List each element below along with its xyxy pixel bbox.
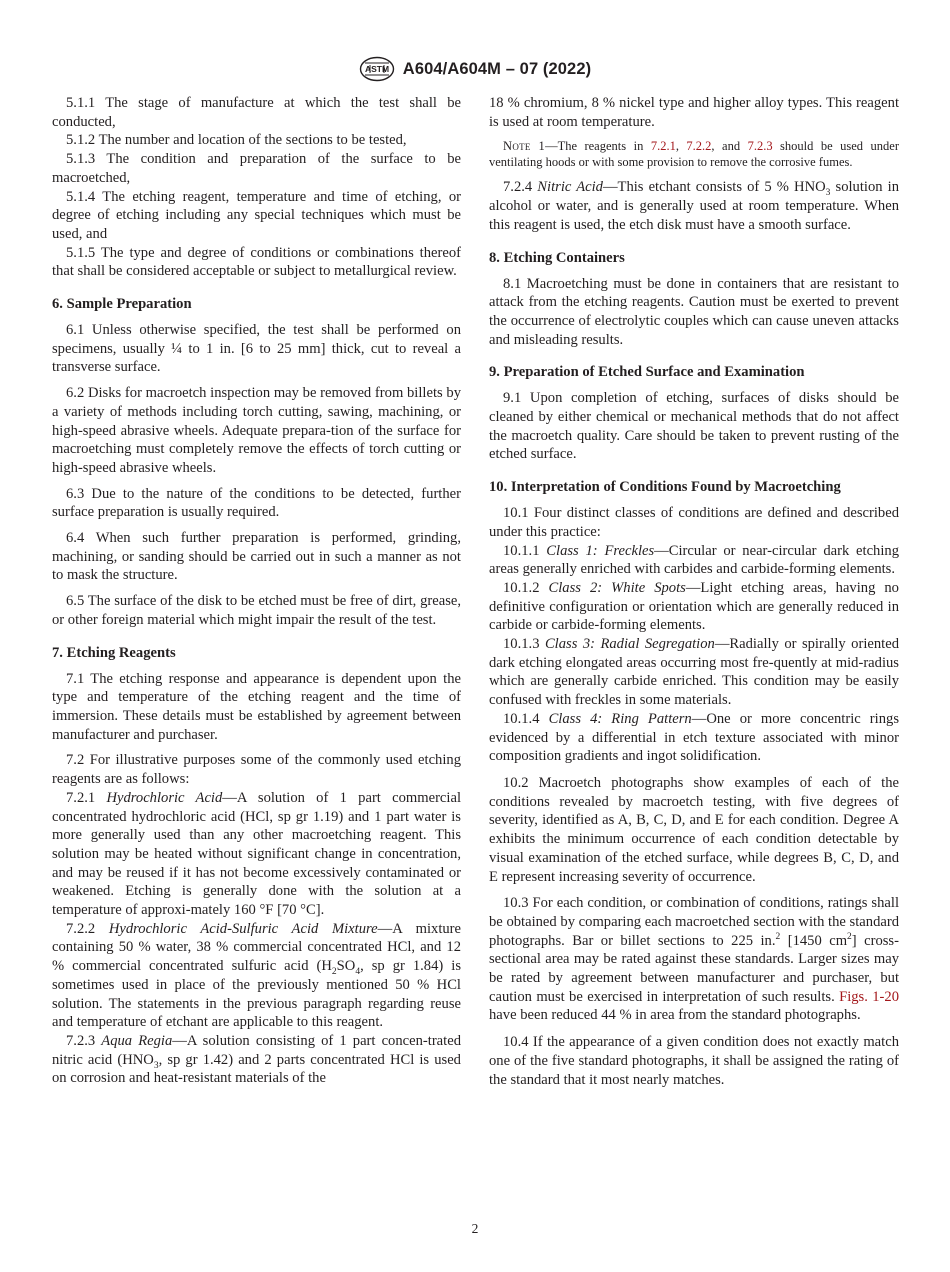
- clause-body: —Light etching areas, having no definitive configuration or orientation which are generally reduced in carbide or carbide-forming elements.: [489, 579, 899, 634]
- note-text: should be used under ventilating hoods or with some provision to remove the corrosive fumes.: [489, 139, 899, 170]
- subscript: 3: [825, 188, 831, 199]
- subscript: 2: [331, 967, 337, 978]
- paragraph-7-2-1: [52, 789, 461, 920]
- clause-number: 10.1.3: [503, 636, 540, 653]
- paragraph-10-1-3: [489, 635, 899, 710]
- section-heading-8: 8. Etching Containers: [489, 249, 625, 266]
- paragraph-6-4: 6.4 When such further preparation is performed, grinding, machining, or sanding should be carried out in such a manner as not to mask the structure.: [52, 530, 461, 584]
- clause-body: solution in alcohol or water, and is generally used at room temperature. When this reagent is used, the etch disk must have a smooth surface.: [489, 179, 900, 233]
- paragraph-7-2: 7.2 For illustrative purposes some of the commonly used etching reagents are as follows:: [52, 752, 461, 788]
- note-text: ,: [675, 139, 687, 154]
- clause-body: —A mixture containing 50 % water, 38 % commercial concentrated HCl, and 12 % commercial concentrated sulfuric acid (H: [52, 920, 462, 975]
- paragraph-7-2-3-continued: 18 % chromium, 8 % nickel type and higher alloy types. This reagent is used at room temperature.: [489, 95, 899, 130]
- paragraph-10-1-4: [489, 710, 899, 766]
- clause-title: Hydrochloric Acid-Sulfuric Acid Mixture: [108, 920, 378, 937]
- paragraph-5-1-3: 5.1.3 The condition and preparation of the surface to be macroetched,: [52, 151, 461, 186]
- clause-body: —One or more concentric rings evidenced by a differential in etch texture associated with minor composition gradients and ingot solidification.: [489, 710, 899, 765]
- clause-title: Hydrochloric Acid: [106, 789, 223, 806]
- paragraph-10-1-2: [489, 579, 899, 635]
- clause-body: —A solution consisting of 1 part concen-trated nitric acid (HNO: [52, 1032, 461, 1068]
- paragraph-7-1: 7.1 The etching response and appearance is dependent upon the type and temperature of the etching reagent and the time of immersion. These details must be established by agreement between manufacturer and purchaser.: [52, 670, 461, 743]
- xref-link-7-2-1[interactable]: 7.2.1: [650, 139, 676, 154]
- paragraph-7-2-2: [52, 920, 461, 1032]
- clause-body: 10.3 For each condition, or combination of conditions, ratings shall be obtained by comparing each macroetched section with the standard photographs. Bar or billet sections to 225 in.: [489, 895, 899, 949]
- paragraph-10-1-1: [489, 542, 899, 579]
- superscript: 2: [847, 931, 852, 942]
- paragraph-5-1-4: 5.1.4 The etching reagent, temperature and time of etching, or degree of etching including any special techniques which must be used, and: [52, 188, 461, 242]
- clause-number: 10.1.4: [503, 710, 540, 727]
- clause-body: have been reduced 44 % in area from the standard photographs.: [489, 1007, 861, 1024]
- paragraph-10-3: [489, 894, 899, 1025]
- note-text: , and: [711, 139, 748, 154]
- subscript: 3: [153, 1060, 159, 1071]
- paragraph-6-2: 6.2 Disks for macroetch inspection may be removed from billets by a variety of methods including torch cutting, sawing, machining, or high-speed abrasive wheels. Adequate prepara-tion of the surface for macroetching must completely remove the effects of torch cutting or high-speed abrasive wheels.: [52, 385, 461, 476]
- astm-logo-icon: [359, 56, 395, 82]
- paragraph-5-1-1: 5.1.1 The stage of manufacture at which the test shall be conducted,: [52, 95, 461, 130]
- clause-title: Class 4: Ring Pattern: [548, 710, 692, 727]
- paragraph-8-1: 8.1 Macroetching must be done in containers that are resistant to attack from the etching reagents. Caution must be exerted to prevent the occurrence of electrolytic couples which can cause uneven attacks and misleading results.: [489, 275, 899, 348]
- clause-body: , sp gr 1.42) and 2 parts concentrated HCl is used on corrosion and heat-resistant materials of the: [52, 1051, 461, 1087]
- clause-title: Class 2: White Spots: [548, 579, 686, 596]
- section-heading-6: 6. Sample Preparation: [52, 296, 192, 313]
- left-column: [52, 94, 461, 1088]
- section-heading-9: 9. Preparation of Etched Surface and Examination: [489, 364, 805, 381]
- paragraph-7-2-3: [52, 1032, 461, 1088]
- subscript: 4: [355, 967, 361, 978]
- clause-body: —This etchant consists of 5 % HNO: [602, 179, 826, 196]
- section-heading-10: 10. Interpretation of Conditions Found by Macroetching: [489, 479, 841, 496]
- clause-body: [1450 cm: [780, 932, 848, 949]
- paragraph-5-1-2: 5.1.2 The number and location of the sections to be tested,: [66, 132, 407, 149]
- clause-number: 7.2.1: [66, 789, 96, 806]
- clause-number: 7.2.4: [503, 179, 533, 196]
- clause-title: Class 1: Freckles: [546, 542, 655, 559]
- page-header: [0, 56, 950, 82]
- note-1: [489, 138, 899, 170]
- clause-title: Aqua Regia: [101, 1032, 173, 1049]
- paragraph-7-2-4: [489, 178, 899, 234]
- clause-body: —Circular or near-circular dark etching areas generally enriched with carbides and carbide-forming elements.: [489, 542, 899, 578]
- clause-body: ] cross-sectional area may be rated against these standards. Larger sizes may be rated by agreement between manufacturer and purchaser, but caution must be exercised in interpretation of such results.: [489, 932, 899, 1005]
- paragraph-6-5: 6.5 The surface of the disk to be etched must be free of dirt, grease, or other foreign material which might impair the result of the test.: [52, 593, 461, 628]
- xref-link-figures[interactable]: Figs. 1-20: [839, 988, 900, 1005]
- clause-body: —Radially or spirally oriented dark etching elongated areas occurring most fre-quently at mid-radius which are generally carbide enriched. This condition may be easily confused with freckles in some materials.: [489, 636, 899, 709]
- clause-number: 7.2.2: [66, 920, 96, 937]
- paragraph-10-2: 10.2 Macroetch photographs show examples of each of the conditions revealed by macroetch testing, with five degrees of severity, identified as A, B, C, D, and E for each condition. Degree A exhibits the minimum occurrence of each condition detectable by visual examination of the etched surface, while degrees B, C, D, and E represent increasing severity of occurrence.: [489, 774, 899, 885]
- superscript: 2: [775, 931, 781, 942]
- standard-designation: A604/A604M – 07 (2022): [402, 59, 592, 78]
- clause-body: , sp gr 1.84) is sometimes used in place of the previously mentioned 50 % HCl solution. The statements in the previous paragraph regarding reuse and temperature of etchant are applicable to this reagent.: [52, 958, 462, 1031]
- clause-number: 10.1.1: [503, 542, 540, 559]
- clause-title: Nitric Acid: [537, 179, 603, 196]
- paragraph-10-4: 10.4 If the appearance of a given condition does not exactly match one of the five standard photographs, it shall be assigned the rating of the standard that it most nearly matches.: [489, 1034, 899, 1088]
- paragraph-5-1-5: 5.1.5 The type and degree of conditions or combinations thereof that shall be considered acceptable or subject to metallurgical review.: [52, 244, 461, 280]
- paragraph-9-1: 9.1 Upon completion of etching, surfaces of disks should be cleaned by either chemical or mechanical methods that do not affect the macroetch quality. Care should be taken to prevent rusting of the etched surface.: [489, 390, 899, 463]
- clause-number: 7.2.3: [66, 1032, 96, 1049]
- clause-title: Class 3: Radial Segregation: [544, 636, 715, 653]
- page-number: 2: [471, 1221, 479, 1236]
- right-column: [489, 94, 899, 1089]
- section-heading-7: 7. Etching Reagents: [52, 644, 176, 661]
- paragraph-10-1: 10.1 Four distinct classes of conditions are defined and described under this practice:: [489, 505, 899, 540]
- xref-link-7-2-3[interactable]: 7.2.3: [747, 139, 773, 154]
- note-text: —The reagents in: [545, 139, 651, 154]
- note-label: Note 1: [503, 139, 546, 154]
- clause-body: SO: [336, 958, 356, 975]
- clause-number: 10.1.2: [503, 579, 540, 596]
- clause-body: —A solution of 1 part commercial concentrated hydrochloric acid (HCl, sp gr 1.19) and 1 part water is more generally used than any other macroetching reagent. This solution may be heated without significant change in concentration, and may be reused if it has not become excessively contaminated or weakened. Etching is generally done with the solution at a temperature of approxi-mately 160 °F [70 °C].: [52, 789, 461, 919]
- xref-link-7-2-2[interactable]: 7.2.2: [686, 139, 712, 154]
- paragraph-6-1: 6.1 Unless otherwise specified, the test shall be performed on specimens, usually ¼ to 1 in. [6 to 25 mm] thick, cut to reveal a transverse surface.: [52, 322, 461, 376]
- svg-text:ASTM: ASTM: [364, 64, 389, 75]
- paragraph-6-3: 6.3 Due to the nature of the conditions to be detected, further surface preparation is usually required.: [52, 485, 461, 521]
